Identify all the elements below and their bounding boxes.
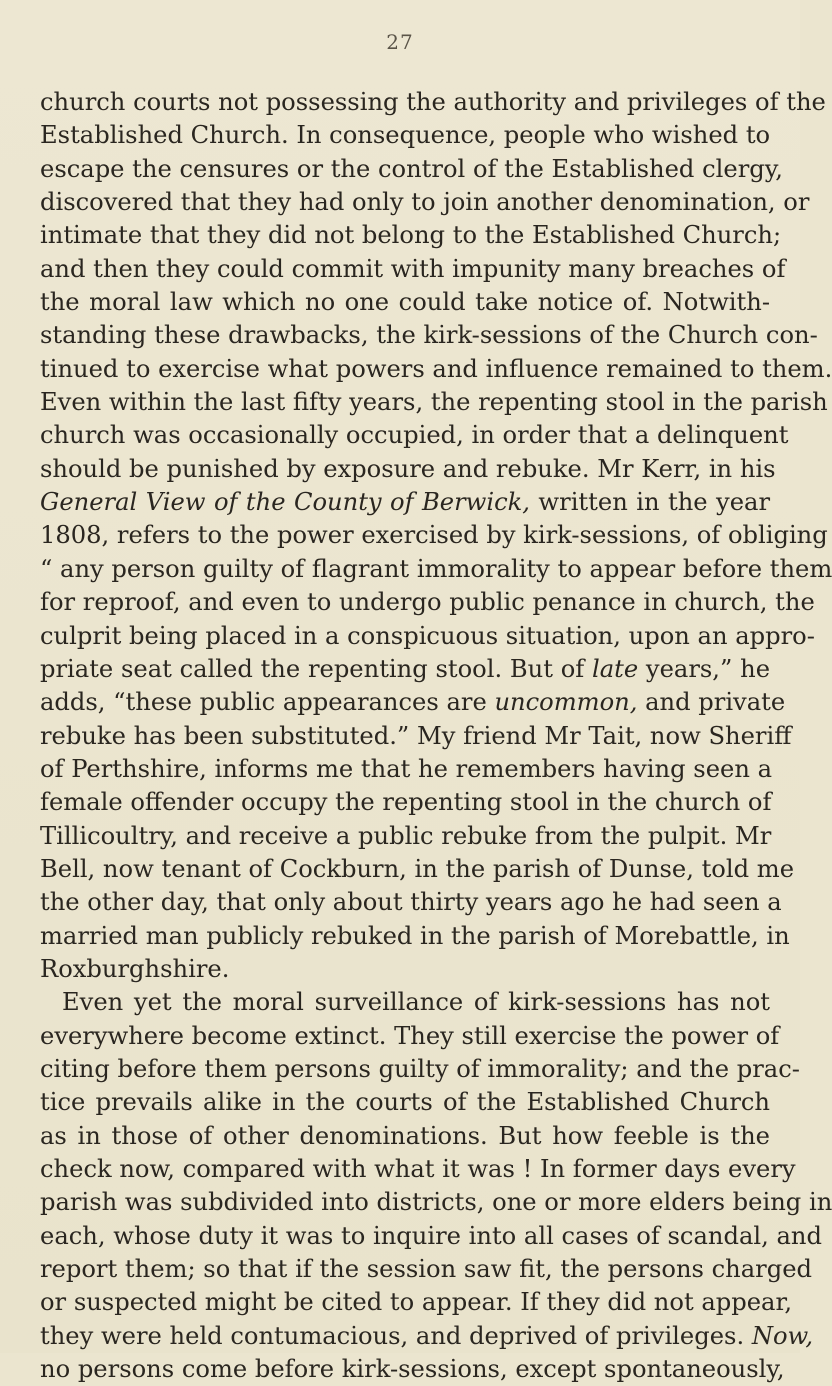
text-line: tinued to exercise what powers and influence remained to them. — [40, 354, 832, 383]
text-segment: written in the year — [529, 488, 771, 517]
text-line: Roxburghshire. — [40, 954, 230, 983]
text-segment: priate seat called the repenting stool. But of — [40, 654, 592, 683]
text-line: female offender occupy the repenting stool in the church of — [40, 788, 772, 817]
text-line: the moral law which no one could take notice of. Notwith- — [40, 288, 770, 317]
body-text — [40, 86, 832, 1386]
text-line: check now, compared with what it was ! In former days every — [40, 1155, 796, 1183]
text-line — [40, 686, 786, 719]
text-segment: adds, “these public appearances are — [40, 688, 495, 717]
text-line: Established Church. In consequence, people who wished to — [40, 121, 771, 150]
text-line: married man publicly rebuked in the parish of Morebattle, in — [40, 921, 790, 950]
text-line: church was occasionally occupied, in order that a delinquent — [40, 421, 789, 450]
text-line: standing these drawbacks, the kirk-sessions of the Church con- — [40, 321, 818, 350]
text-line: report them; so that if the session saw fit, the persons charged — [40, 1255, 813, 1284]
text-line: church courts not possessing the authority and privileges of the — [40, 88, 826, 116]
text-line: no persons come before kirk-sessions, except spontaneously, — [40, 1355, 785, 1384]
text-segment: and private — [637, 688, 786, 717]
text-line: each, whose duty it was to inquire into all cases of scandal, and — [40, 1221, 822, 1250]
text-line: tice prevails alike in the courts of the Established Church — [40, 1088, 770, 1117]
text-line: intimate that they did not belong to the Established Church; — [40, 221, 782, 250]
italic-segment: uncommon, — [494, 688, 638, 717]
text-line: discovered that they had only to join another denomination, or — [40, 188, 810, 217]
text-line: culprit being placed in a conspicuous situation, upon an appro- — [40, 621, 815, 650]
text-line: parish was subdivided into districts, one or more elders being in — [40, 1188, 832, 1217]
text-segment: years,” he — [638, 654, 771, 683]
text-line: and then they could commit with impunity many breaches of — [40, 254, 786, 283]
text-line: Even yet the moral surveillance of kirk-sessions has not — [62, 988, 770, 1017]
text-line: everywhere become extinct. They still exercise the power of — [40, 1021, 780, 1050]
text-line: for reproof, and even to undergo public penance in church, the — [40, 588, 815, 617]
text-line: the other day, that only about thirty years ago he had seen a — [40, 888, 782, 917]
text-line: as in those of other denominations. But how feeble is the — [40, 1121, 770, 1150]
text-line: citing before them persons guilty of immorality; and the prac- — [40, 1054, 800, 1083]
text-line: should be punished by exposure and rebuke. Mr Kerr, in his — [40, 454, 776, 483]
text-line: of Perthshire, informs me that he remembers having seen a — [40, 754, 773, 783]
text-line: escape the censures or the control of the Established clergy, — [40, 154, 783, 183]
text-segment: they were held contumacious, and deprived of privileges. — [40, 1321, 752, 1350]
text-line: or suspected might be cited to appear. If they did not appear, — [40, 1288, 793, 1317]
italic-segment: Now, — [751, 1321, 814, 1350]
text-line: “ any person guilty of flagrant immorality to appear before them — [40, 554, 832, 583]
page-number: 27 — [386, 30, 414, 54]
text-line — [40, 486, 770, 519]
text-line: Tillicoultry, and receive a public rebuke from the pulpit. Mr — [40, 821, 772, 850]
text-line — [40, 1320, 814, 1353]
italic-segment: General View of the County of Berwick, — [40, 488, 530, 517]
text-line: 1808, refers to the power exercised by kirk-sessions, of obliging — [40, 521, 828, 550]
italic-segment: late — [591, 654, 639, 683]
text-line — [40, 653, 770, 686]
text-line: Bell, now tenant of Cockburn, in the parish of Dunse, told me — [40, 854, 795, 883]
text-line: Even within the last fifty years, the repenting stool in the parish — [40, 388, 828, 417]
text-line: rebuke has been substituted.” My friend Mr Tait, now Sheriff — [40, 721, 792, 750]
